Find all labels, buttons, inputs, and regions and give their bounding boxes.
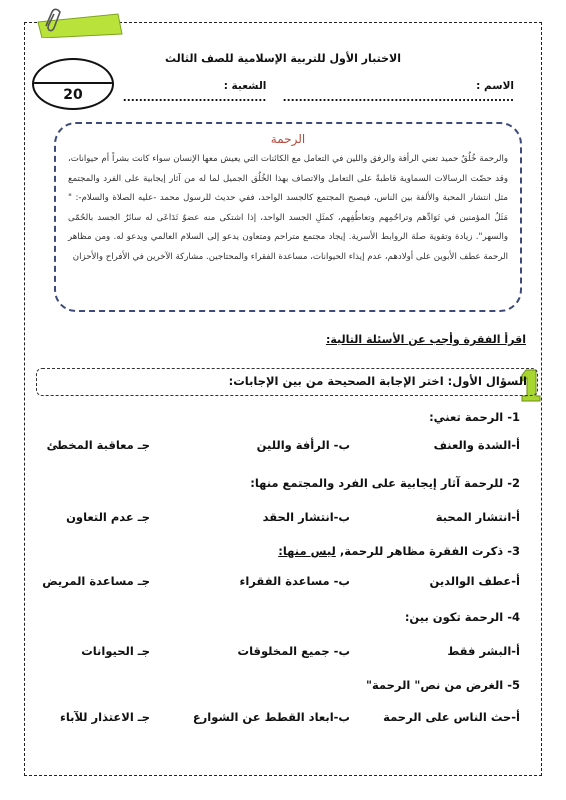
question-2: 2- للرحمة آثار إيجابية على الفرد والمجتمع منها: bbox=[250, 476, 520, 490]
total-score: 20 bbox=[63, 87, 83, 103]
q5-option-c[interactable]: جـ الاعتذار للآباء bbox=[59, 710, 150, 724]
q3-option-c[interactable]: جـ مساعدة المريض bbox=[42, 574, 150, 588]
q4-option-b[interactable]: ب- جميع المخلوقات bbox=[237, 644, 350, 658]
q2-option-a[interactable]: أ-انتشار المحبة bbox=[435, 510, 520, 524]
paperclip-icon bbox=[32, 8, 124, 38]
reading-instruction: اقرأ الفقرة وأجب عن الأسئلة التالية: bbox=[325, 333, 526, 346]
q1-option-c[interactable]: جـ معاقبة المخطئ bbox=[46, 438, 150, 452]
passage-title: الرحمة bbox=[270, 132, 306, 146]
q4-option-c[interactable]: جـ الحيوانات bbox=[81, 644, 150, 658]
q1-option-a[interactable]: أ-الشدة والعنف bbox=[433, 438, 520, 452]
question-3 bbox=[278, 544, 520, 558]
question-1: 1- الرحمة تعني: bbox=[429, 410, 520, 424]
question-5: 5- الغرض من نص" الرحمة" bbox=[365, 678, 520, 692]
score-box bbox=[32, 58, 114, 110]
q5-option-b[interactable]: ب-ابعاد القطط عن الشوارع bbox=[192, 710, 350, 724]
q2-option-b[interactable]: ب-انتشار الحقد bbox=[262, 510, 350, 524]
question-one-heading: السؤال الأول: اختر الإجابة الصحيحة من بين الإجابات: bbox=[36, 368, 538, 396]
student-info-row bbox=[94, 80, 514, 104]
section-field[interactable]: الشعبة : .................................... bbox=[122, 80, 267, 104]
question-3-negation: ليس منها: bbox=[278, 544, 336, 558]
exam-title: الاختبار الأول للتربية الإسلامية للصف الثالث bbox=[164, 52, 402, 65]
q4-option-a[interactable]: أ-البشر فقط bbox=[447, 644, 520, 658]
score-divider bbox=[34, 82, 112, 84]
q5-option-a[interactable]: أ-حث الناس على الرحمة bbox=[383, 710, 520, 724]
question-4: 4- الرحمة تكون بين: bbox=[404, 610, 520, 624]
q1-option-b[interactable]: ب- الرأفة واللين bbox=[256, 438, 350, 452]
passage-box bbox=[54, 122, 522, 312]
q3-option-b[interactable]: ب- مساعدة الفقراء bbox=[239, 574, 350, 588]
question-3-text: 3- ذكرت الفقرة مظاهر للرحمة, bbox=[335, 544, 520, 558]
passage-text: والرحمة خُلُقٌ حميد تعني الرأفة والرفق واللين في التعامل مع الكائنات التي يعيش معها الإنسان سواء كانت بشراً أم حيوانات، وقد حضّت الرسالات السماوية قاطبةً على التعامل والاتصاف بهذا الخُلُق الجميل لما له من آثار إيجابية على الفرد والمجتمع مثل انتشار المحبة والألفة بين الناس، فيصبح المجتمع كالجسد الواحد، ففي حديث للرسول محمد -عليه الصلاة والسلام-: " مَثَلُ المؤمنين في تَوَادِّهم وتراحُمِهم وتعاطُفِهم، كمثَلِ الجسد الواحد، إذا اشتكى منه عضوٌ تَدَاعَى له سائرُ الجسد بالحُمّى والسهر". زيادة وتقوية صلة الروابط الأسرية. إيجاد مجتمع متراحم ومتعاون يدعو إلى السلام العالمي ويدعو له. ومن مظاهر الرحمة عطف الأبوين على أولادهم، عدم إيذاء الحيوانات، مساعدة الفقراء والمحتاجين. مشاركة الآخرين في الأفراح والأحزان bbox=[68, 154, 508, 262]
name-field[interactable]: الاسم : .......................................................... bbox=[282, 80, 514, 104]
q2-option-c[interactable]: جـ عدم التعاون bbox=[66, 510, 150, 524]
q3-option-a[interactable]: أ-عطف الوالدين bbox=[429, 574, 520, 588]
